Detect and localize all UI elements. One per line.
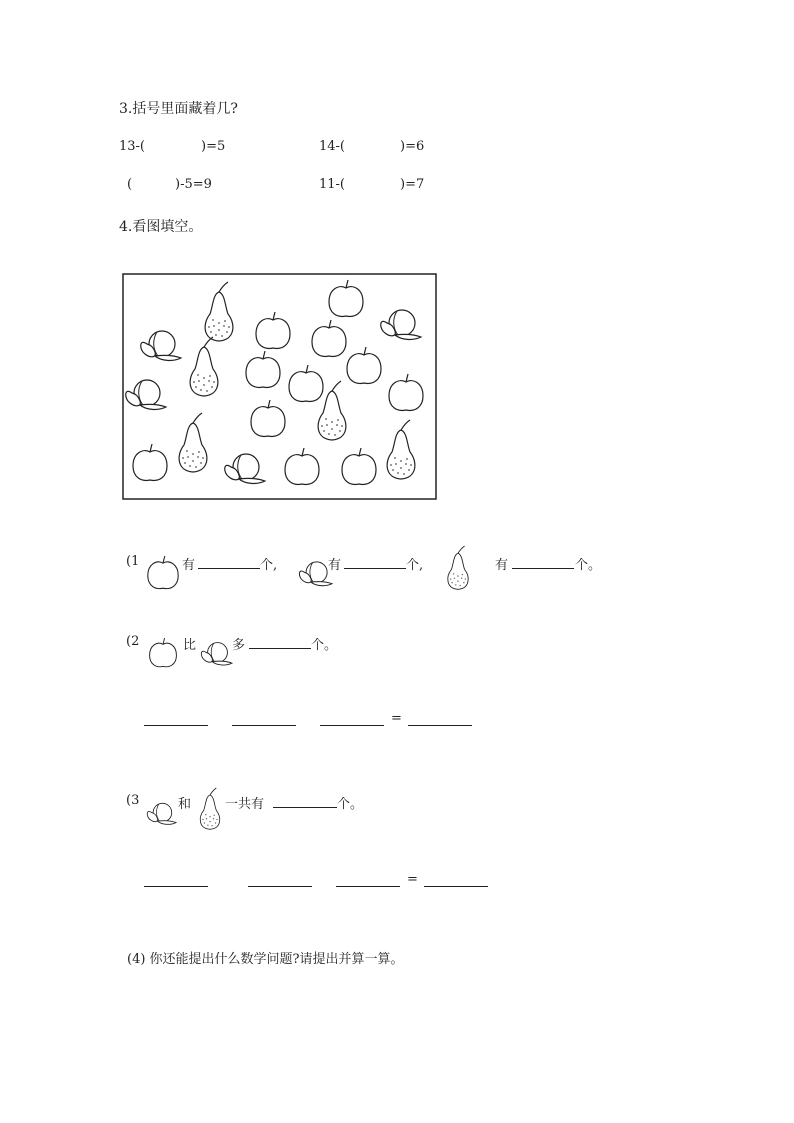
sub2-blank-operand-1[interactable] xyxy=(144,725,208,726)
sub1-you-3: 有 xyxy=(495,558,509,573)
peach-icon xyxy=(200,640,232,668)
pear-icon xyxy=(443,546,473,590)
apple-icon xyxy=(148,638,178,668)
equation-4-right: )=7 xyxy=(400,177,425,192)
sub1-ge-2: 个, xyxy=(406,558,424,573)
equation-2-right: )=6 xyxy=(400,139,425,154)
sub3-blank-result[interactable] xyxy=(424,886,488,887)
sub3-total: 一共有 xyxy=(225,797,265,812)
sub1-label: (1 xyxy=(126,554,140,569)
apple-icon xyxy=(146,556,180,590)
sub2-blank-operand-2[interactable] xyxy=(320,725,384,726)
sub3-ge: 个。 xyxy=(337,797,364,812)
sub2-blank-result[interactable] xyxy=(408,725,472,726)
sub3-blank-operator[interactable] xyxy=(248,886,312,887)
sub1-you-2: 有 xyxy=(328,558,342,573)
sub2-blank-operator[interactable] xyxy=(232,725,296,726)
sub1-blank-apples[interactable] xyxy=(198,568,260,569)
equation-4-left: 11-( xyxy=(319,177,346,192)
sub2-bi: 比 xyxy=(183,638,197,653)
sub3-label: (3 xyxy=(126,793,140,808)
equation-1-right: )=5 xyxy=(201,139,226,154)
sub1-ge-1: 个, xyxy=(260,558,278,573)
peach-icon xyxy=(146,800,176,828)
sub1-blank-pears[interactable] xyxy=(512,568,574,569)
pear-icon xyxy=(196,788,224,830)
sub2-ge: 个。 xyxy=(311,638,338,653)
sub1-ge-3: 个。 xyxy=(575,558,602,573)
sub1-blank-peaches[interactable] xyxy=(344,568,406,569)
fruit-picture xyxy=(122,273,438,501)
q3-title: 3.括号里面藏着几? xyxy=(119,101,238,117)
equation-3-right: )-5=9 xyxy=(175,177,212,192)
sub3-blank-operand-2[interactable] xyxy=(336,886,400,887)
sub3-he: 和 xyxy=(178,797,192,812)
sub2-duo: 多 xyxy=(232,638,246,653)
equation-1-left: 13-( xyxy=(119,139,146,154)
peach-icon xyxy=(298,558,332,590)
sub3-equals: = xyxy=(407,872,418,887)
sub2-label: (2 xyxy=(126,634,140,649)
equation-3-left: ( xyxy=(127,177,133,192)
equation-2-left: 14-( xyxy=(319,139,346,154)
sub3-blank-operand-1[interactable] xyxy=(144,886,208,887)
sub2-blank-answer[interactable] xyxy=(249,648,311,649)
q4-title: 4.看图填空。 xyxy=(119,219,203,235)
sub3-blank-answer[interactable] xyxy=(273,807,337,808)
sub1-you-1: 有 xyxy=(182,558,196,573)
sub4-prompt: (4) 你还能提出什么数学问题?请提出并算一算。 xyxy=(127,952,404,967)
sub2-equals: = xyxy=(391,711,402,726)
